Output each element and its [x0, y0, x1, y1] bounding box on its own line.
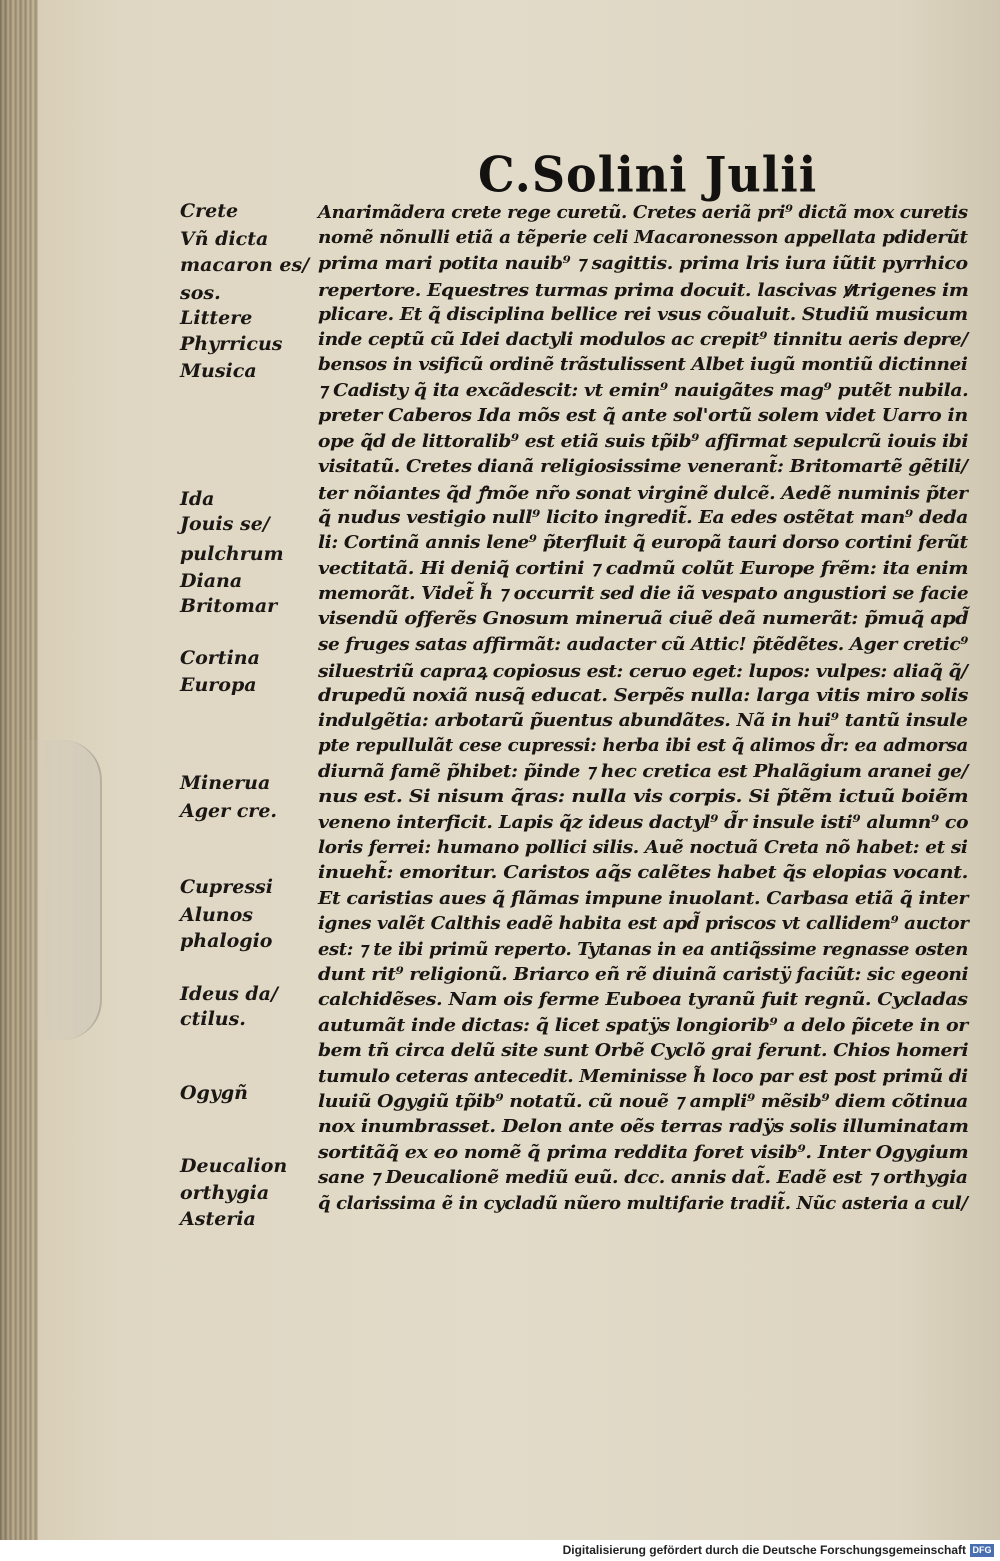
text-line: ter nõiantes q̃d ꝭmõe nr̃o sonat virginẽ dulcẽ. Aedẽ numinis p̃ter	[318, 483, 968, 505]
running-head: C.Solini Julii	[478, 146, 818, 204]
margin-note: Ida	[180, 488, 215, 510]
margin-note: Europa	[180, 674, 257, 696]
text-line: sortitãq̃ ex eo nomẽ q̃ prima reddita foret visib⁹. Inter Ogygium	[318, 1141, 969, 1163]
text-line: drupedũ noxiã nusq̃ educat. Serpẽs nulla: larga vitis miro solis	[318, 684, 969, 706]
text-line: ope q̃d de littoralib⁹ est etiã suis tp̃ib⁹ affirmat sepulcrũ iouis ibi	[318, 430, 969, 452]
margin-note: Cupressi	[180, 876, 273, 898]
text-line: prima mari potita nauib⁹ ⁊ sagittis. prima lris iura iũtit pyrrhico	[318, 252, 968, 274]
margin-note: Cortina	[180, 647, 260, 669]
body-text	[318, 0, 978, 1300]
margin-note: Alunos	[180, 904, 253, 926]
margin-note: Phyrricus	[180, 333, 283, 355]
dfg-logo: DFG	[970, 1544, 994, 1557]
text-line: inde ceptũ cũ Idei dactyli modulos ac crepit⁹ tinnitu aeris depre/	[318, 329, 968, 350]
text-line: visendũ offerẽs Gnosum mineruã ciuẽ deã numerãt: p̃muq̃ apd̃	[318, 608, 969, 630]
text-line: nomẽ nõnulli etiã a tẽperie celi Macaronesson appellata pdiderũt	[318, 227, 968, 249]
margin-note: Musica	[180, 360, 257, 382]
margin-note: Ager cre.	[180, 800, 278, 822]
text-line: nox inumbrasset. Delon ante oẽs terras radÿs solis illuminatam	[318, 1116, 969, 1138]
text-line: autumãt inde dictas: q̃ licet spatÿs longiorib⁹ a delo p̃icete in or	[318, 1014, 968, 1036]
text-line: ignes valẽt Calthis eadẽ habita est apd̃ priscos vt callidem⁹ auctor	[318, 913, 969, 935]
text-line: Anarimãdera crete rege curetũ. Cretes aeriã pri⁹ dictã mox curetis	[318, 202, 968, 223]
text-line: luuiũ Ogygiũ tp̃ib⁹ notatũ. cũ nouẽ ⁊ ampli⁹ mẽsib⁹ diem cõtinua	[318, 1091, 968, 1112]
text-line: memorãt. Videt̃ h̃ ⁊ occurrit sed die iã vespato angustiori se facie	[318, 583, 969, 604]
footer-bar	[0, 1540, 1000, 1561]
text-line: est: ⁊ te ibi primũ reperto. Tytanas in ea antiq̃ssime regnasse osten	[318, 938, 968, 960]
text-line: bensos in vsificũ ordinẽ trãstulissent Albet iugũ montiũ dictinnei	[318, 354, 968, 376]
text-line: nus est. Si nisum q̃ras: nulla vis corpis. Si p̃tẽm ictuũ boiẽm	[318, 786, 969, 808]
text-line: sane ⁊ Deucalionẽ mediũ euũ. dcc. annis dat̃. Eadẽ est ⁊ orthygia	[318, 1167, 968, 1189]
text-line: diurnã famẽ p̃hibet: p̃inde ⁊ hec cretica est Phalãgium aranei ge/	[318, 760, 968, 782]
text-line: indulgẽtia: arbotarũ p̃uentus abundãtes. Nã in hui⁹ tantũ insule	[318, 710, 968, 731]
text-line: ⁊ Cadisty q̃ ita excãdescit: vt emin⁹ nauigãtes mag⁹ putẽt nubila.	[318, 379, 969, 401]
text-line: repertore. Equestres turmas prima docuit. lascivas ꝟtrigenes im	[318, 280, 969, 302]
margin-note: phalogio	[180, 930, 273, 952]
text-line: loris ferrei: humano pollici silis. Auẽ noctuã Creta nõ habet: et si	[318, 837, 968, 858]
text-line: bem tñ circa delũ site sunt Orbẽ Cyclõ grai ferunt. Chios homeri	[318, 1040, 969, 1062]
text-line: veneno interficit. Lapis q̃z ideus dactyl⁹ d̃r insule isti⁹ alumn⁹ co	[318, 811, 969, 833]
margin-note: Britomar	[180, 595, 278, 617]
margin-note: Jouis se/	[180, 513, 270, 535]
margin-note: ctilus.	[180, 1008, 246, 1030]
text-line: dunt rit⁹ religionũ. Briarco eñ rẽ diuinã caristÿ faciũt: sic egeoni	[318, 964, 969, 985]
margin-note: Littere	[180, 307, 253, 329]
margin-note: macaron es/	[180, 254, 310, 276]
margin-note: Vñ dicta	[180, 228, 269, 250]
footer-credit: Digitalisierung gefördert durch die Deutsche Forschungsgemeinschaft	[562, 1543, 966, 1557]
margin-note: Minerua	[180, 772, 271, 794]
margin-note: pulchrum	[180, 543, 284, 565]
text-line: vectitatã. Hi deniq̃ cortini ⁊ cadmũ colũt Europe frẽm: ita enim	[318, 557, 969, 579]
text-line: Et caristias aues q̃ flãmas impune inuolant. Carbasa etiã q̃ inter	[318, 887, 968, 909]
text-line: visitatũ. Cretes dianã religiosissime venerant̃: Britomartẽ gẽtili/	[318, 456, 968, 477]
page-clip	[20, 740, 102, 1040]
text-line: siluestriũ capraꝝ copiosus est: ceruo eget: lupos: vulpes: aliaq̃ q̃/	[318, 661, 968, 683]
text-line: plicare. Et q̃ disciplina bellice rei vsus cõualuit. Studiũ musicum	[318, 303, 968, 325]
margin-note: Asteria	[180, 1208, 256, 1230]
text-line: se fruges satas affirmãt: audacter cũ Attic! p̃tẽdẽtes. Ager cretic⁹	[318, 633, 968, 655]
margin-note: Ogygñ	[180, 1082, 248, 1104]
text-line: preter Caberos Ida mõs est q̃ ante sol'ortũ solem videt Uarro in	[318, 405, 968, 427]
margin-note: Crete	[180, 200, 239, 222]
margin-notes	[180, 0, 320, 1300]
margin-note: Ideus da/	[180, 983, 278, 1005]
text-line: tumulo ceteras antecedit. Meminisse h̃ loco par est post primũ di	[318, 1065, 968, 1087]
text-line: pte repullulãt cese cupressi: herba ibi est q̃ alimos d̃r: ea admorsa	[318, 735, 968, 757]
margin-note: Deucalion	[180, 1155, 288, 1177]
margin-note: Diana	[180, 570, 243, 592]
text-line: q̃ nudus vestigio null⁹ licito ingredit̃. Ea edes ostẽtat man⁹ deda	[318, 506, 969, 528]
text-line: inueht̃: emoritur. Caristos aq̃s calẽtes habet q̃s elopias vocant.	[318, 862, 968, 884]
margin-note: orthygia	[180, 1182, 270, 1204]
text-line: calchidẽses. Nam ois ferme Euboea tyranũ fuit regnũ. Cycladas	[318, 989, 968, 1011]
margin-note: sos.	[180, 282, 221, 304]
text-line: li: Cortinã annis lene⁹ p̃terfluit q̃ europã tauri dorso cortini ferũt	[318, 532, 968, 554]
text-line: q̃ clarissima ẽ in cycladũ nũero multifarie tradit̃. Nũc asteria a cul/	[318, 1192, 968, 1214]
